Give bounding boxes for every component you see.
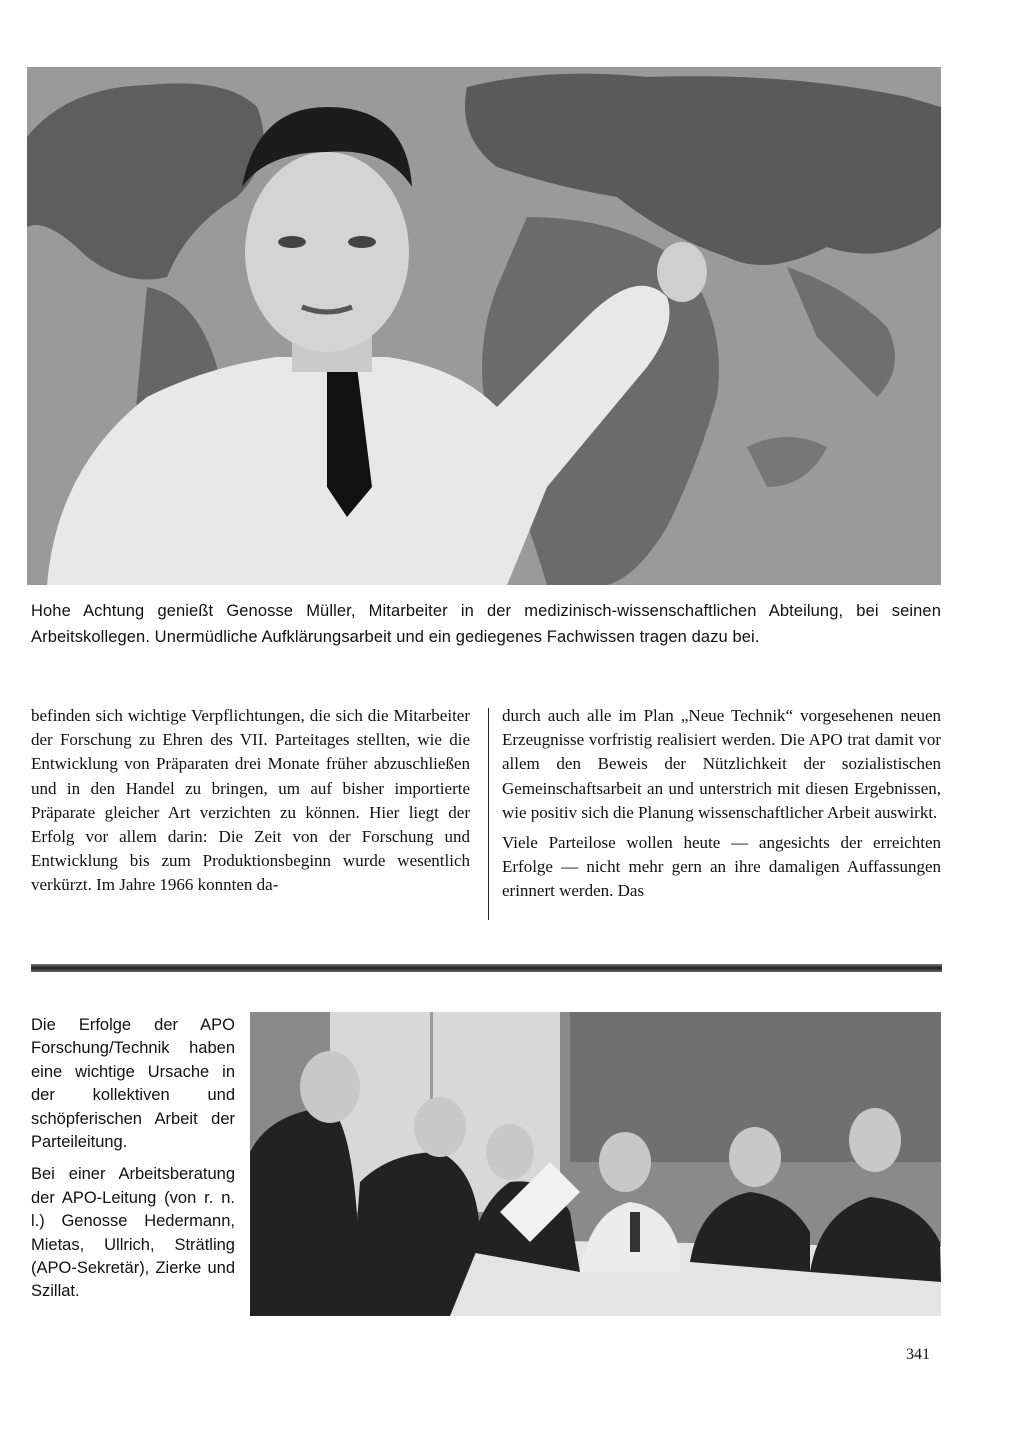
caption-bottom-paragraph-1: Die Erfolge der APO Forschung/Technik haben eine wichtige Ursache in der kollektiven und schöpferischen Arbeit der Parteileitung. <box>31 1016 235 1152</box>
body-left-paragraph: befinden sich wichtige Verpflichtungen, die sich die Mitarbeiter der Forschung zu Ehren des VII. Parteitages stellten, wie die Entwicklung von Präparaten drei Monate früher abzuschließen und in den Handel zu bringen, um auf bisher importierte Präparate gleicher Art verzichten zu können. Hier liegt der Erfolg vor allem darin: Die Zeit von der Forschung und Entwicklung bis zum Produktionsbeginn wurde wesentlich verkürzt. Im Jahre 1966 konnten da- <box>31 706 470 895</box>
photo-top-drawing <box>27 67 941 585</box>
body-column-left <box>31 704 470 898</box>
body-right-paragraph-2: Viele Parteilose wollen heute — angesichts der erreichten Erfolge — nicht mehr gern an ihre damaligen Auffassungen erinnert werden. Das <box>502 833 941 901</box>
caption-bottom-paragraph-2: Bei einer Arbeitsberatung der APO-Leitung (von r. n. l.) Genosse Hedermann, Mietas, Ullrich, Strätling (APO-Sekretär), Zierke und Szillat. <box>31 1165 235 1301</box>
caption-bottom <box>31 1014 235 1304</box>
section-rule <box>31 964 942 972</box>
column-divider <box>488 708 489 920</box>
page-number: 341 <box>906 1346 930 1363</box>
photo-meeting-at-table <box>250 1012 941 1316</box>
body-right-paragraph-1: durch auch alle im Plan „Neue Technik“ vorgesehenen neuen Erzeugnisse vorfristig realisiert werden. Die APO trat damit vor allem den Beweis der Nützlichkeit der sozialistischen Gemeinschaftsarbeit an und unterstrich mit diesen Ergebnissen, wie positiv sich die Planung wissenschaftlicher Arbeit auswirkt. <box>502 706 941 822</box>
photo-man-at-world-map <box>27 67 941 585</box>
body-column-right <box>502 704 941 904</box>
caption-top: Hohe Achtung genießt Genosse Müller, Mitarbeiter in der medizinisch-wissenschaftlichen Abteilung, bei seinen Arbeitskollegen. Unermüdliche Aufklärungsarbeit und ein gediegenes Fachwissen tragen dazu bei. <box>31 602 941 646</box>
photo-bottom-drawing <box>250 1012 941 1316</box>
